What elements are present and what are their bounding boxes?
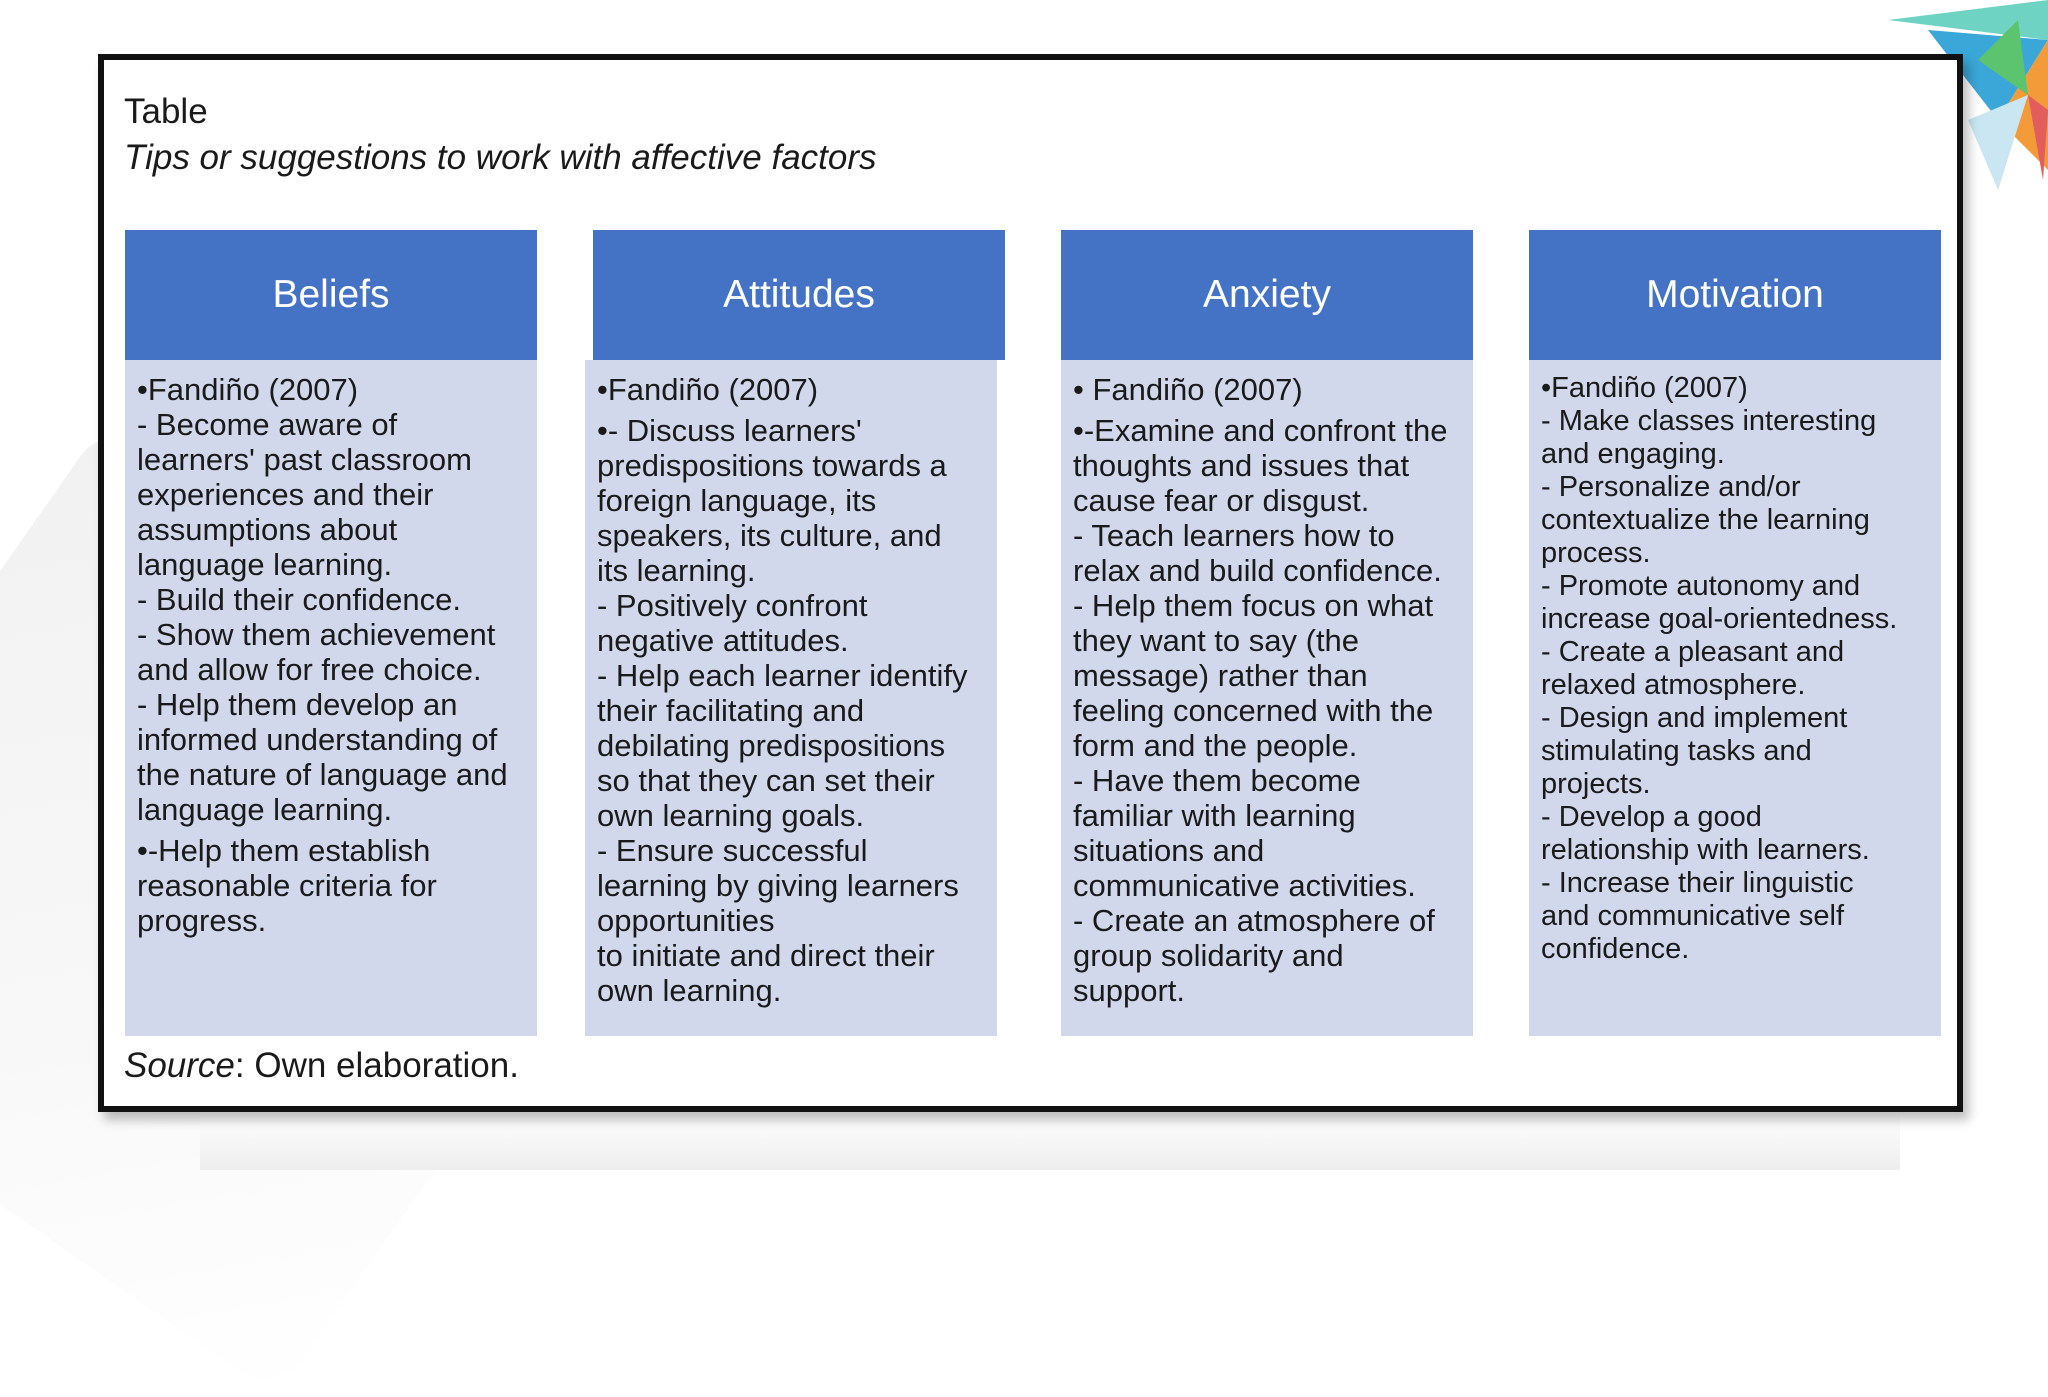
column-motivation [1529, 230, 1941, 1036]
column-anxiety [1061, 230, 1473, 1036]
anxiety-entry-2: •-Examine and confront the thoughts and issues that cause fear or disgust. - Teach learners how to relax and build confidence. - Help them focus on what they want to say (the message) rather than feeling concerned with the form and the people. - Have them become familiar with learning situations and communicative activities. - Create an atmosphere of group solidarity and support. [1073, 413, 1448, 1008]
column-header-anxiety: Anxiety [1061, 230, 1473, 360]
source-text: : Own elaboration. [234, 1046, 519, 1085]
table-title: Tips or suggestions to work with affective factors [124, 138, 877, 177]
motivation-entry-1: •Fandiño (2007) - Make classes interesting and engaging. - Personalize and/or contextualize the learning process. - Promote autonomy and increase goal-orientedness. - Create a pleasant and relaxed atmosphere. - Design and implement stimulating tasks and projects. - Develop a good relationship with learners. - Increase their linguistic and communicative self confidence. [1541, 372, 1898, 965]
column-body-beliefs [125, 360, 537, 1036]
beliefs-entry-1: •Fandiño (2007) - Become aware of learners' past classroom experiences and their assumptions about language learning. - Build their confidence. - Show them achievement and allow for free choice. - Help them develop an informed understanding of the nature of language and language learning. [137, 372, 508, 827]
background-shadow [200, 1110, 1900, 1170]
column-header-attitudes: Attitudes [593, 230, 1005, 360]
column-beliefs [125, 230, 537, 1036]
attitudes-entry-1: •Fandiño (2007) [597, 372, 819, 407]
source-note [124, 1046, 519, 1086]
column-body-anxiety [1061, 360, 1473, 1036]
source-label: Source [124, 1046, 235, 1085]
table-frame [98, 54, 1963, 1112]
column-body-attitudes [585, 360, 997, 1036]
column-attitudes [593, 230, 1005, 1036]
anxiety-entry-1: • Fandiño (2007) [1073, 372, 1303, 407]
column-header-beliefs: Beliefs [125, 230, 537, 360]
attitudes-entry-2: •- Discuss learners' predispositions towards a foreign language, its speakers, its culture, and its learning. - Positively confront negative attitudes. - Help each learner identify their facilitating and debilating predispositions so that they can set their own learning goals. - Ensure successful learning by giving learners opportunities to initiate and direct their own learning. [597, 413, 968, 1008]
column-header-motivation: Motivation [1529, 230, 1941, 360]
table-label: Table [124, 92, 208, 131]
beliefs-entry-2: •-Help them establish reasonable criteria for progress. [137, 833, 437, 938]
column-body-motivation [1529, 360, 1941, 1036]
